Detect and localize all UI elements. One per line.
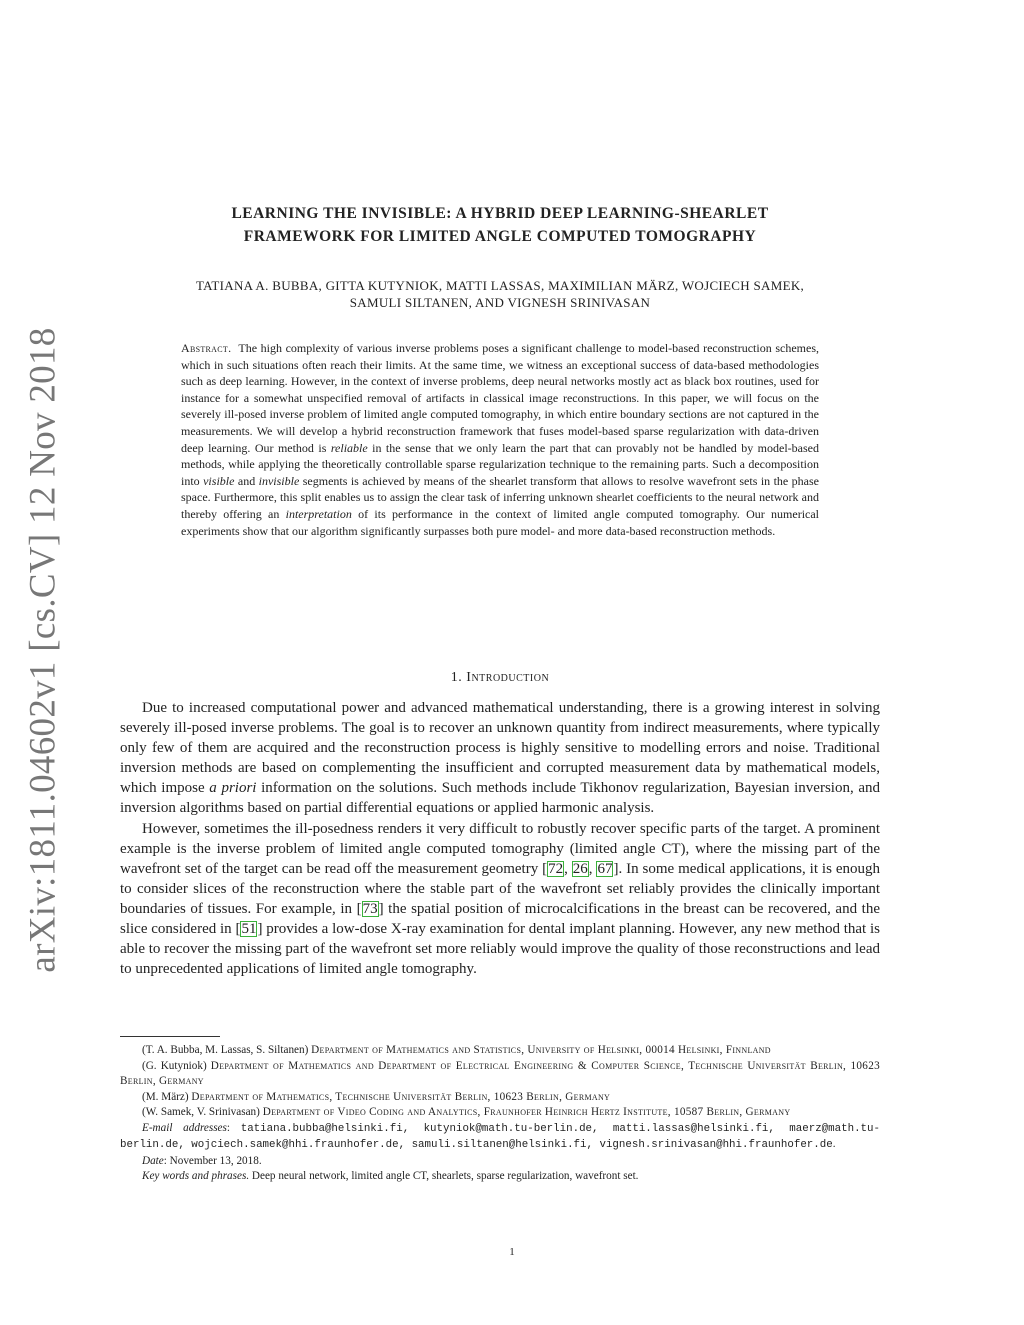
arxiv-id[interactable]: arXiv:1811.04602v1 [cs.CV] 12 Nov 2018 [22, 327, 64, 973]
abstract-text-1: The high complexity of various inverse problems poses a significant challenge to model-based reconstruction schemes, which in such situations often reach their limits. At the same time, we witness an exceptional success of data-based methodologies such as deep learning. However, in the context of inverse problems, deep neural networks mostly act as black box routines, used for instance for a somewhat unspecified removal of artifacts in classical image reconstructions. In this paper, we will focus on the severely ill-posed inverse problem of limited angle computed tomography, in which entire boundary sections are not captured in the measurements. We will develop a hybrid reconstruction framework that fuses model-based sparse regularization with data-driven deep learning. Our method is [181, 341, 819, 455]
citation-separator: , [588, 860, 597, 877]
abstract-em-reliable: reliable [330, 440, 368, 455]
section-heading-introduction: 1. Introduction [450, 670, 550, 685]
p2-text-3: ] the spatial position of microcalcifications in the breast can be recovered, and the slice considered in [ [120, 900, 880, 938]
affiliation-text: Department of Video Coding and Analytics, Fraunhofer Heinrich Hertz Institute, 10587 Berlin, Germany [262, 1106, 791, 1118]
abstract-em-interpretation: interpretation [285, 506, 352, 521]
abstract [181, 340, 819, 539]
paper-title [120, 202, 880, 248]
p2-text-1: However, sometimes the ill-posedness renders it very difficult to robustly recover specific parts of the target. A prominent example is the inverse problem of limited angle computed tomography (limited angle CT), where the missing part of the wavefront set of the target can be read off the measurement geometry [ [120, 820, 880, 877]
author-list [120, 277, 880, 311]
date-line: Date: November 13, 2018. [142, 1154, 262, 1167]
email-addresses: E-mail addresses: tatiana.bubba@helsinki.fi, kutyniok@math.tu-berlin.de, matti.lassas@helsinki.fi, maerz@math.tu-berlin.de, wojciech.samek@hhi.fraunhofer.de, samuli.siltanen@helsinki.fi, vignesh.srinivasan@hhi.fraunhofer.de. [120, 1121, 880, 1151]
abstract-text-4: segments is achieved by means of the shearlet transform that allows to resolve wavefront sets in the phase space. Furthermore, this split enables us to assign the clear task of inferring unknown shearlet coefficients to the neural network and thereby offering an [181, 473, 820, 521]
abstract-em-visible: visible [203, 473, 235, 488]
p1-em-a-priori: a priori [209, 780, 257, 797]
introduction-body [120, 698, 880, 979]
abstract-text-2: in the sense that we only learn the part that can provably not be handled by model-based methods, while applying the theoretically controllable sparse regularization technique to the remaining parts. Such a decomposition into [181, 440, 819, 488]
abstract-label: Abstract. [181, 341, 232, 355]
citation-separator: , [564, 860, 572, 877]
abstract-text-3: and [237, 473, 256, 488]
affiliation-names: (G. Kutyniok) [142, 1059, 207, 1072]
abstract-em-invisible: invisible [258, 473, 300, 488]
affiliation-3 [120, 1090, 880, 1106]
intro-paragraph-2 [120, 819, 880, 980]
title-line-1: LEARNING THE INVISIBLE: A HYBRID DEEP LEARNING-SHEARLET [231, 205, 769, 222]
footnote-divider [120, 1036, 220, 1037]
affiliation-2 [120, 1059, 880, 1090]
affiliation-text: Department of Mathematics, Technische Universität Berlin, 10623 Berlin, Germany [191, 1090, 611, 1103]
intro-paragraph-1 [120, 698, 880, 819]
p1-text-1: Due to increased computational power and advanced mathematical understanding, there is a growing interest in solving severely ill-posed inverse problems. The goal is to recover an unknown quantity from indirect measurements, where typically only few of them are acquired and the reconstruction process is highly sensitive to modelling errors and noise. Traditional inversion methods are based on complementing the insufficient and corrupted measurement data by mathematical models, which impose [120, 700, 880, 797]
authors-line-2: SAMULI SILTANEN, AND VIGNESH SRINIVASAN [349, 295, 651, 310]
abstract-text-5: of its performance in the context of limited angle computed tomography. Our numerical experiments show that our algorithm significantly surpasses both pure model- and more data-based reconstruction methods. [181, 506, 820, 538]
citation-link[interactable]: 51 [241, 921, 257, 938]
email-list[interactable]: tatiana.bubba@helsinki.fi, kutyniok@math.tu-berlin.de, matti.lassas@helsinki.fi, maerz@math.tu-berlin.de, wojciech.samek@hhi.fraunhofer.de, samuli.siltanen@helsinki.fi, vignesh.srinivasan@hhi.fraunhofer.de [120, 1122, 880, 1151]
date-value: November 13, 2018. [169, 1154, 262, 1167]
keywords-label: Key words and phrases. [142, 1170, 250, 1182]
citation-link[interactable]: 72 [548, 860, 564, 877]
date-label: Date [142, 1154, 164, 1167]
citation-link[interactable]: 26 [572, 860, 588, 877]
title-line-2: FRAMEWORK FOR LIMITED ANGLE COMPUTED TOMOGRAPHY [243, 228, 757, 245]
keywords-value: Deep neural network, limited angle CT, shearlets, sparse regularization, wavefront set. [251, 1170, 639, 1182]
page-number: 1 [509, 1246, 515, 1258]
footnotes [120, 1043, 880, 1185]
p2-text-4: ] provides a low-dose X-ray examination for dental implant planning. However, any new method that is able to recover the missing part of the wavefront set more reliably would improve the quality of those reconstructions and lead to unprecedented applications of limited angle tomography. [120, 921, 880, 978]
citation-link[interactable]: 73 [362, 900, 378, 917]
p1-text-2: information on the solutions. Such methods include Tikhonov regularization, Bayesian inversion, and inversion algorithms based on partial differential equations or applied harmonic analysis. [120, 780, 881, 817]
affiliation-1 [120, 1043, 880, 1059]
affiliation-names: (M. März) [142, 1090, 189, 1103]
affiliation-names: (T. A. Bubba, M. Lassas, S. Siltanen) [142, 1044, 309, 1056]
citation-link[interactable]: 67 [597, 860, 613, 877]
affiliation-4 [120, 1105, 880, 1121]
affiliation-text: Department of Mathematics and Statistics, University of Helsinki, 00014 Helsinki, Finnland [311, 1044, 771, 1056]
arxiv-stamp [18, 327, 68, 973]
affiliation-names: (W. Samek, V. Srinivasan) [142, 1106, 260, 1118]
keywords-line [120, 1169, 880, 1185]
authors-line-1: TATIANA A. BUBBA, GITTA KUTYNIOK, MATTI LASSAS, MAXIMILIAN MÄRZ, WOJCIECH SAMEK, [195, 278, 805, 293]
email-label: E-mail addresses [142, 1121, 227, 1134]
p2-text-2: ]. In some medical applications, it is enough to consider slices of the reconstruction where the stable part of the wavefront set reliably provides the clinically important boundaries of tissues. For example, in [ [120, 860, 881, 917]
affiliation-text: Department of Mathematics and Department of Electrical Engineering & Computer Science, Technische Universität Berlin, 10623 Berlin, Germany [120, 1059, 880, 1087]
